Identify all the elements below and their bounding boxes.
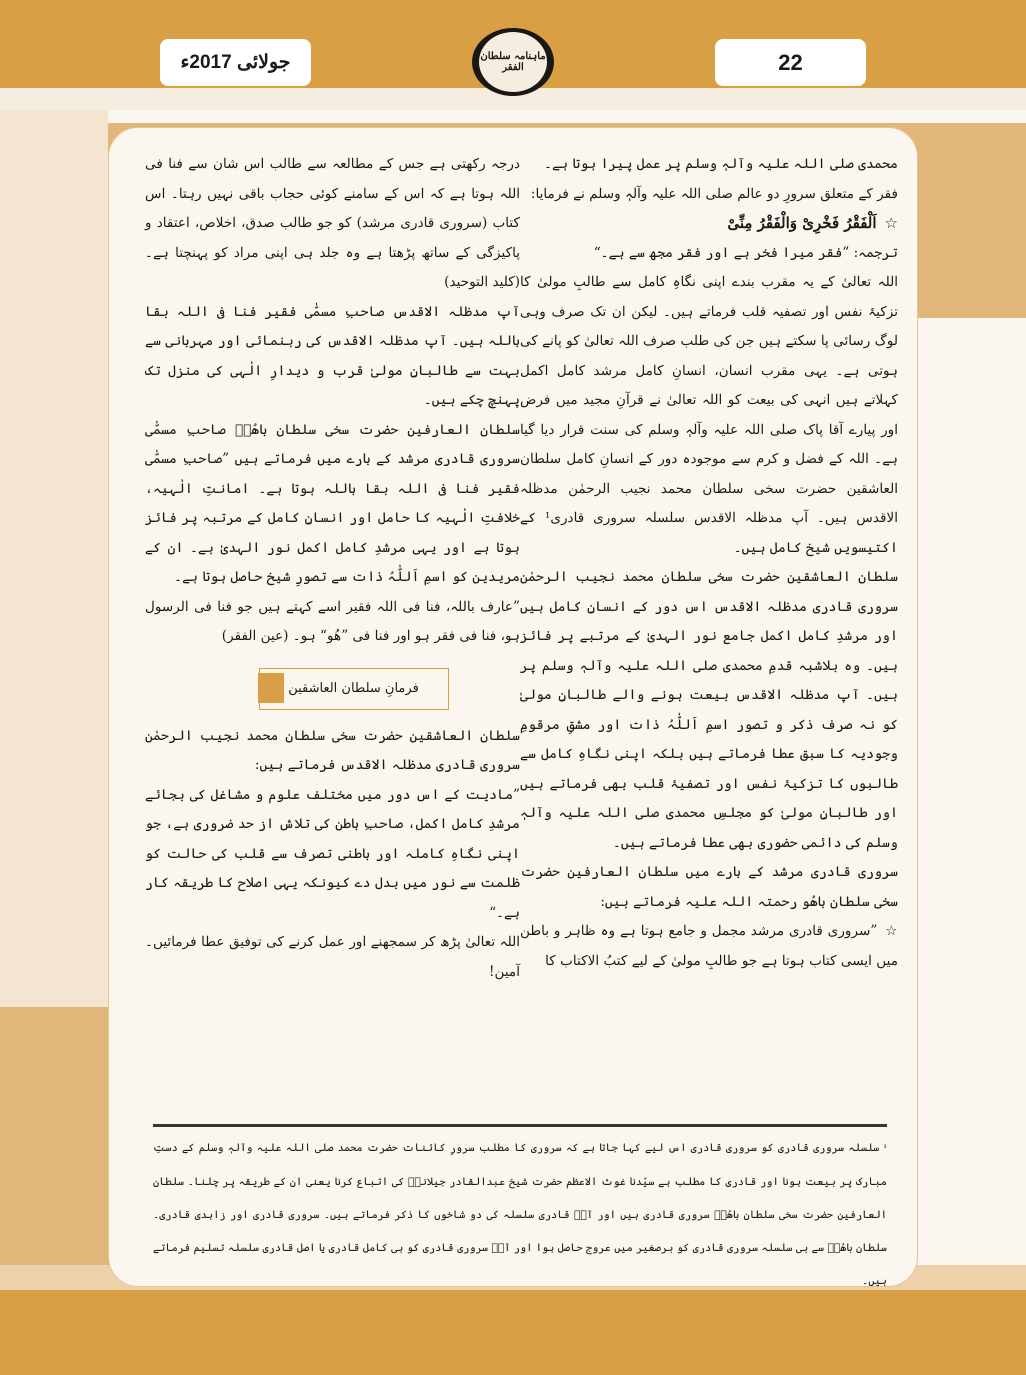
footnote-divider: [153, 1124, 887, 1127]
quote-paragraph: ”مادیت کے اس دور میں مختلف علوم و مشاغل کی بجائے مرشدِ کامل اکمل، صاحبِ باطن کی تلاش از حد ضروری ہے، جو اپنی نگاہِ کاملہ اور باطنی تصرف سے قلب کی حالت کو ظلمت سے نور میں بدل دے کیونکہ یہی اصلاح کا طریقہ کار ہے۔“: [145, 786, 520, 921]
paragraph: اللہ تعالیٰ کے یہ مقرب بندے اپنی نگاہِ کامل سے طالبِ مولیٰ کا تزکیۂ نفس اور تصفیہ قلب فرماتے ہیں۔ لیکن ان تک صرف وہی لوگ رسائی پا سکتے ہیں جن کی طلب صرف اللہ تعالیٰ کو پانے کی ہوتی ہے۔ یہی مقرب انسان، انسانِ کامل مرشد کامل اکمل کہلاتے ہیں انہی کی بیعت کو اللہ تعالیٰ نے قرآنِ مجید میں فرض اور پیارے آقا پاک صلی اللہ علیہ وآلہٖ وسلم کی سنت قرار دیا گیا ہے۔ اللہ کے فضل و کرم سے موجودہ دور کے انسانِ کامل سلطان العاشقین حضرت سخی سلطان محمد نجیب الرحمٰن مدظلہ الاقدس ہیں۔ آپ مدظلہ الاقدس سلسلہ سروری قادری¹ کے اکتیسویں شیخ کامل ہیں۔: [520, 274, 898, 556]
page-number: 22: [778, 49, 803, 75]
paragraph: سلطان العارفین حضرت سخی سلطان باھُوؒ صاحبِ مسمّٰی سروری قادری مرشد کے بارے میں فرماتے ہیں ”صاحبِ مسمّٰی فقیر فنا فی اللہ بقا باللہ ہوتا ہے۔ امانتِ الٰہیہ، خلافتِ الٰہیہ کا حامل اور انسانِ کامل کے مرتبہ پر فائز ہوتا ہے اور یہی مرشدِ کامل اکمل نور الہدیٰ ہے۔ ان کے مریدین کو اسمِ اَللّٰہُ ذات سے تصورِ شیخ حاصل ہوتا ہے۔: [145, 421, 520, 585]
paragraph: سلطان العاشقین حضرت سخی سلطان محمد نجیب الرحمٰن سروری قادری مدظلہ الاقدس فرماتے ہیں:: [145, 727, 520, 773]
quote-paragraph: [520, 917, 898, 976]
paragraph: درجہ رکھتی ہے جس کے مطالعہ سے طالب اس شان سے فنا فی اللہ ہوتا ہے کہ اس کے سامنے کوئی حجاب باقی نہیں رہتا۔ اس کتاب (سروری قادری مرشد) کو جو طالب صدق، اخلاص، اعتقاد و پاکیزگی کے ساتھ پڑھتا ہے وہ جلد ہی اپنی مراد کو پہنچتا ہے۔ (کلید التوحید): [145, 156, 520, 290]
paragraph: سروری قادری مرشد کے بارے میں سلطان العارفین حضرت سخی سلطان باھُو رحمتہ اللہ علیہ فرماتے ہیں:: [520, 864, 898, 910]
paragraph: آپ مدظلہ الاقدس صاحبِ مسمّٰی فقیر فنا فی اللہ بقا باللہ ہیں۔ آپ مدظلہ الاقدس کی رہنمائی اور مہربانی سے بہت سے طالبانِ مولیٰ قرب و دیدارِ الٰہی کی منزل تک پہنچ چکے ہیں۔: [145, 303, 520, 408]
page-number-badge: [715, 39, 866, 86]
issue-date-badge: [160, 39, 311, 86]
paragraph: محمدی صلی اللہ علیہ وآلہٖ وسلم پر عمل پیرا ہوتا ہے۔: [544, 156, 898, 172]
section-heading: [145, 668, 520, 710]
header-pale-band: [0, 110, 1026, 123]
right-margin-band: [916, 318, 1026, 1265]
section-heading-box: [259, 668, 449, 710]
magazine-logo: [472, 28, 554, 96]
article-column-right: [520, 150, 898, 976]
logo-text: ماہنامہ سلطان الفقر: [479, 32, 547, 92]
quote-text: ”سروری قادری مرشد مجمل و جامع ہوتا ہے وہ ظاہر و باطن میں ایسی کتاب ہوتا ہے جو طالبِ مولیٰ کے لیے کتبُ الاکتاب کا: [520, 923, 898, 969]
paragraph: فقر کے متعلق سرورِ دو عالم صلی اللہ علیہ وآلہٖ وسلم نے فرمایا:: [530, 185, 898, 202]
left-lower-band: [0, 1007, 108, 1265]
hadith-line: [520, 209, 898, 239]
footnote-text-wrapper: [153, 1132, 887, 1298]
crescent-ornament-icon: [248, 665, 292, 709]
left-margin-band: [0, 110, 108, 1070]
footer-band: [0, 1290, 1026, 1375]
section-heading-text: فرمانِ سلطان العاشقین: [288, 680, 419, 696]
closing-prayer: اللہ تعالیٰ پڑھ کر سمجھنے اور عمل کرنے کی توفیق عطا فرمائیں۔ آمین!: [145, 934, 520, 980]
paragraph: ”عارف باللہ، فنا فی اللہ فقیر اسے کہتے ہیں جو فنا فی الرسول ہو، فنا فی فقر ہو اور فنا فی ”ھُو“ ہو۔ (عین الفقر): [145, 598, 520, 644]
article-column-left: [145, 150, 520, 987]
footnote-marker: ¹: [883, 1144, 887, 1154]
issue-date: جولائی 2017ء: [180, 52, 291, 73]
translation: ترجمہ: ”فقر میرا فخر ہے اور فقر مجھ سے ہے۔“: [593, 244, 898, 261]
star-icon: ☆: [884, 214, 898, 232]
star-icon: ☆: [885, 923, 898, 939]
hadith-text: اَلْفَقْرُ فَخْرِیْ وَالْفَقْرُ مِنِّیْ: [727, 214, 877, 232]
footnote-text: سلسلہ سروری قادری کو سروری قادری اس لیے کہا جاتا ہے کہ سروری کا مطلب سرورِ کائنات حضرت محمد صلی اللہ علیہ وآلہٖ وسلم کے دستِ مبارک پر بیعت ہونا اور قادری کا مطلب ہے سیّدنا غوث الاعظم حضرت شیخ عبدالقادر جیلانیؓ کی اتباع کرنا یعنی ان کے طریقہ پر چلنا۔ سلطان العارفین حضرت سخی سلطان باھُوؒ سروری قادری ہیں اور آپؒ قادری سلسلہ کی دو شاخوں کا ذکر فرماتے ہیں۔ سروری قادری اور زاہدی قادری۔ سلطان باھُوؒ سے ہی سلسلہ سروری قادری کو برصغیر میں عروج حاصل ہوا اور آپؒ سروری قادری کو ہی کامل قادری یا اصل قادری سلسلہ تسلیم فرماتے ہیں۔: [153, 1142, 887, 1287]
footnote: [153, 1132, 887, 1298]
paragraph: سلطان العاشقین حضرت سخی سلطان محمد نجیب الرحمٰن سروری قادری مدظلہ الاقدس اس دور کے انسانِ کامل ہیں اور مرشدِ کامل اکمل جامع نور الہدیٰ کے مرتبے پر فائز ہیں۔ وہ بلاشبہ قدمِ محمدی صلی اللہ علیہ وآلہٖ وسلم پر ہیں۔ آپ مدظلہ الاقدس بیعت ہونے والے طالبانِ مولیٰ کو نہ صرف ذکر و تصور اسمِ اَللّٰہُ ذات اور مشقِ مرقومِ وجودیہ کا سبق عطا فرماتے ہیں بلکہ اپنی نگاہِ کامل سے طالبوں کا تزکیۂ نفس اور تصفیۂ قلب بھی فرماتے ہیں اور طالبانِ مولیٰ کو مجلسِ محمدی صلی اللہ علیہ وآلہٖ وسلم کی دائمی حضوری بھی عطا فرماتے ہیں۔: [520, 569, 898, 851]
